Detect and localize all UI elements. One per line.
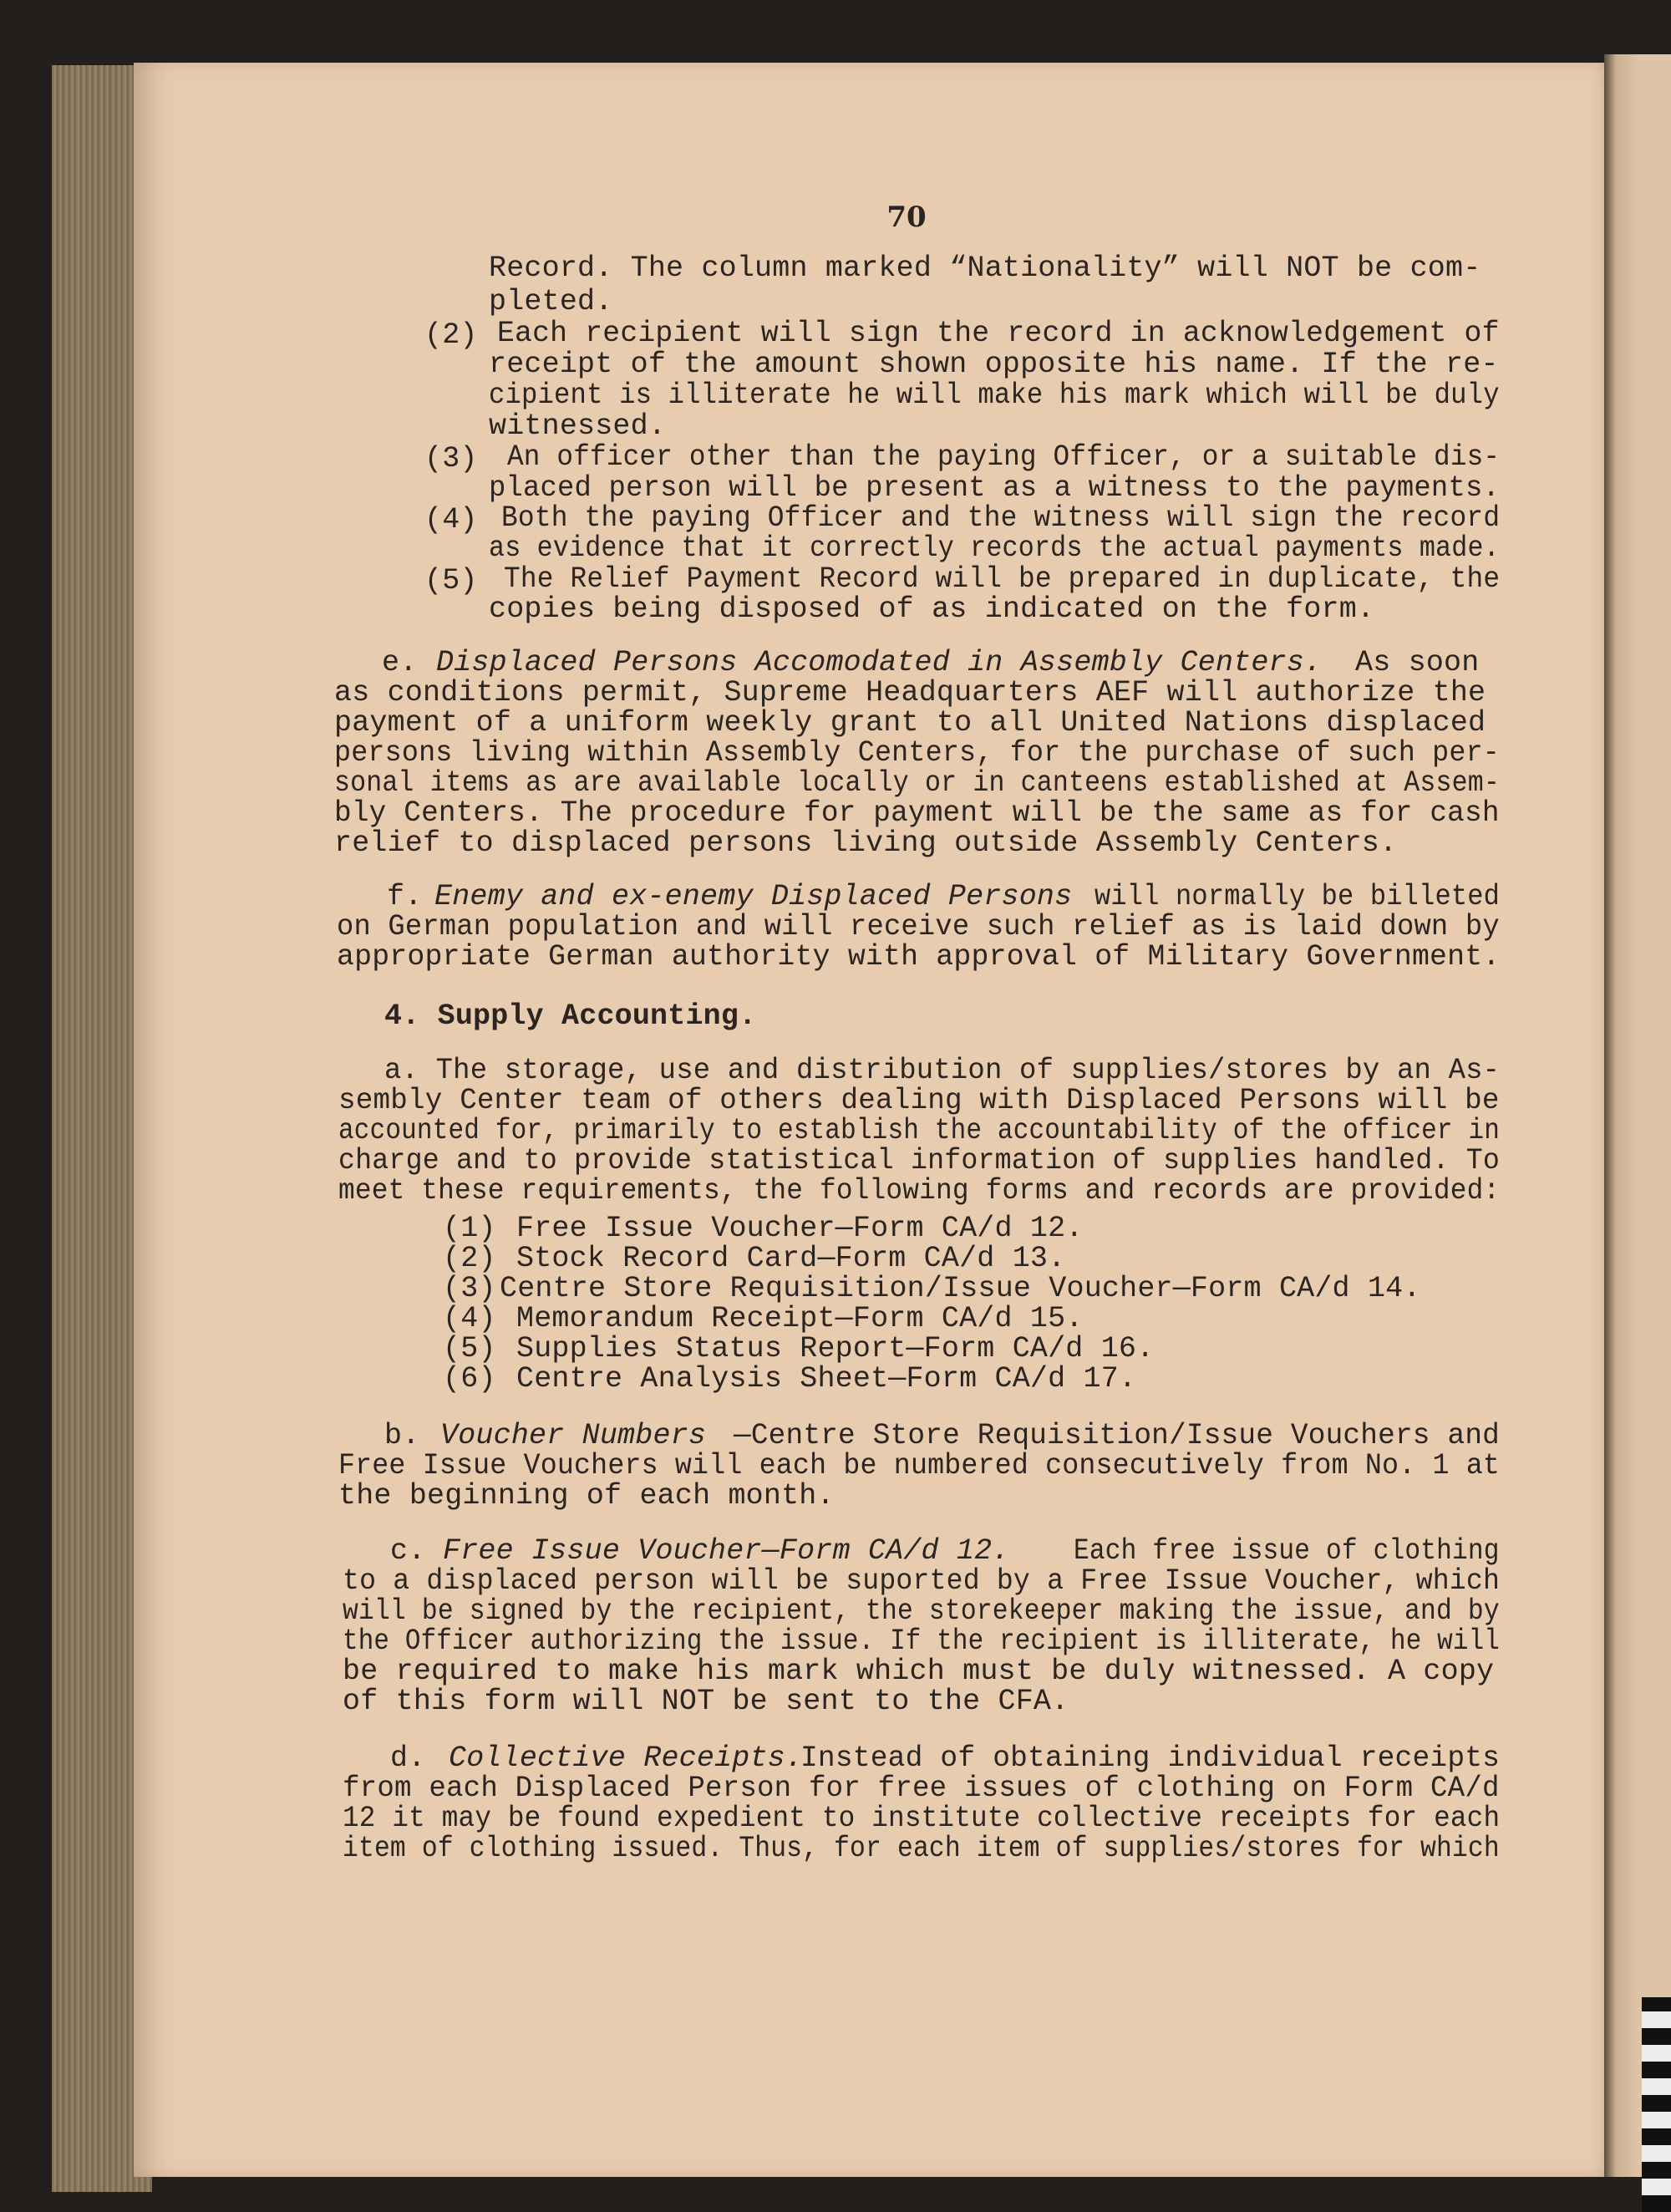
paragraph-title: Voucher Numbers <box>440 1419 707 1452</box>
text-line: As soon <box>1355 646 1480 679</box>
paragraph-label: f. <box>387 880 423 913</box>
list-item: Supplies Status Report—Form CA/d 16. <box>516 1332 1155 1365</box>
text-line: to a displaced person will be suported by a Free Issue Voucher, which <box>343 1564 1501 1598</box>
text-line: appropriate German authority with approval of Military Government. <box>337 940 1501 974</box>
text-line: persons living within Assembly Centers, for the purchase of such per- <box>334 736 1501 770</box>
text-line: Both the paying Officer and the witness will sign the record <box>501 501 1501 535</box>
paragraph-title: Collective Receipts. <box>449 1742 804 1775</box>
page-number: 70 <box>886 201 927 234</box>
paragraph-label: b. <box>384 1419 420 1452</box>
text-line: on German population and will receive such relief as is laid down by <box>337 910 1500 943</box>
text-line: as evidence that it correctly records the actual payments made. <box>489 531 1500 565</box>
section-heading: 4. Supply Accounting. <box>384 999 757 1033</box>
paragraph-label: e. <box>382 646 418 679</box>
text-line: as conditions permit, Supreme Headquarters AEF will authorize the <box>334 676 1486 709</box>
text-line: pleted. <box>489 285 613 318</box>
list-number: (1) <box>443 1212 496 1245</box>
text-line: will normally be billeted <box>1095 880 1501 913</box>
list-item: Centre Analysis Sheet—Form CA/d 17. <box>516 1362 1137 1396</box>
list-number: (4) <box>443 1302 496 1335</box>
text-line: Each recipient will sign the record in acknowledgement of <box>497 317 1500 350</box>
paragraph-title: Free Issue Voucher—Form CA/d 12. <box>443 1534 1010 1568</box>
text-line: sembly Center team of others dealing with Displaced Persons will be <box>338 1084 1500 1117</box>
text-line: An officer other than the paying Officer, or a suitable dis- <box>507 440 1501 474</box>
list-number: (3) <box>443 1272 496 1305</box>
text-line: accounted for, primarily to establish the accountability of the officer in <box>338 1114 1501 1147</box>
text-line: of this form will NOT be sent to the CFA. <box>343 1685 1069 1718</box>
text-line: The Relief Payment Record will be prepared in duplicate, the <box>504 562 1501 596</box>
item-number: (2) <box>424 318 478 352</box>
text-line: receipt of the amount shown opposite his name. If the re- <box>489 348 1499 381</box>
text-line: bly Centers. The procedure for payment will be the same as for cash <box>334 796 1500 830</box>
text-line: meet these requirements, the following forms and records are provided: <box>338 1174 1501 1208</box>
paragraph-label: c. <box>390 1534 426 1568</box>
text-line: relief to displaced persons living outside Assembly Centers. <box>334 826 1398 860</box>
text-line: Instead of obtaining individual receipts <box>800 1742 1501 1775</box>
text-line: will be signed by the recipient, the storekeeper making the issue, and by <box>343 1594 1500 1628</box>
list-item: Free Issue Voucher—Form CA/d 12. <box>516 1212 1084 1245</box>
scale-ruler <box>1642 1997 1671 2212</box>
text-line: be required to make his mark which must be duly witnessed. A copy <box>343 1655 1495 1688</box>
text-line: witnessed. <box>489 409 667 443</box>
paragraph-title: Displaced Persons Accomodated in Assembly Centers. <box>436 646 1323 679</box>
text-line: —Centre Store Requisition/Issue Vouchers and <box>734 1419 1500 1452</box>
text-line: charge and to provide statistical information of supplies handled. To <box>338 1144 1501 1177</box>
text-line: copies being disposed of as indicated on the form. <box>489 592 1375 626</box>
text-line: 12 it may be found expedient to institute collective receipts for each <box>343 1802 1501 1835</box>
text-line: Record. The column marked “Nationality” will NOT be com- <box>489 252 1481 285</box>
text-line: Each free issue of clothing <box>1074 1534 1500 1568</box>
item-number: (4) <box>424 503 478 536</box>
text-line: from each Displaced Person for free issues of clothing on Form CA/d <box>343 1772 1500 1805</box>
item-number: (5) <box>424 564 478 597</box>
text-line: placed person will be present as a witness to the payments. <box>489 471 1500 505</box>
list-item: Memorandum Receipt—Form CA/d 15. <box>516 1302 1084 1335</box>
text-line: cipient is illiterate he will make his mark which will be duly <box>489 379 1500 412</box>
text-line: the Officer authorizing the issue. If the recipient is illiterate, he will <box>343 1625 1501 1658</box>
item-number: (3) <box>424 442 478 475</box>
list-number: (6) <box>443 1362 496 1396</box>
list-item: Centre Store Requisition/Issue Voucher—Form CA/d 14. <box>500 1272 1421 1305</box>
text-line: payment of a uniform weekly grant to all United Nations displaced <box>334 706 1486 740</box>
text-line: a. The storage, use and distribution of supplies/stores by an As- <box>384 1054 1501 1087</box>
list-number: (5) <box>443 1332 496 1365</box>
text-line: item of clothing issued. Thus, for each item of supplies/stores for which <box>343 1832 1500 1865</box>
list-item: Stock Record Card—Form CA/d 13. <box>516 1242 1066 1275</box>
list-number: (2) <box>443 1242 496 1275</box>
paragraph-label: d. <box>390 1742 426 1775</box>
facing-page-edge <box>1604 54 1671 2177</box>
text-line: the beginning of each month. <box>338 1479 835 1513</box>
text-line: Free Issue Vouchers will each be numbered consecutively from No. 1 at <box>338 1449 1501 1482</box>
text-line: sonal items as are available locally or in canteens established at Assem- <box>334 766 1500 800</box>
paragraph-title: Enemy and ex-enemy Displaced Persons <box>434 880 1073 913</box>
